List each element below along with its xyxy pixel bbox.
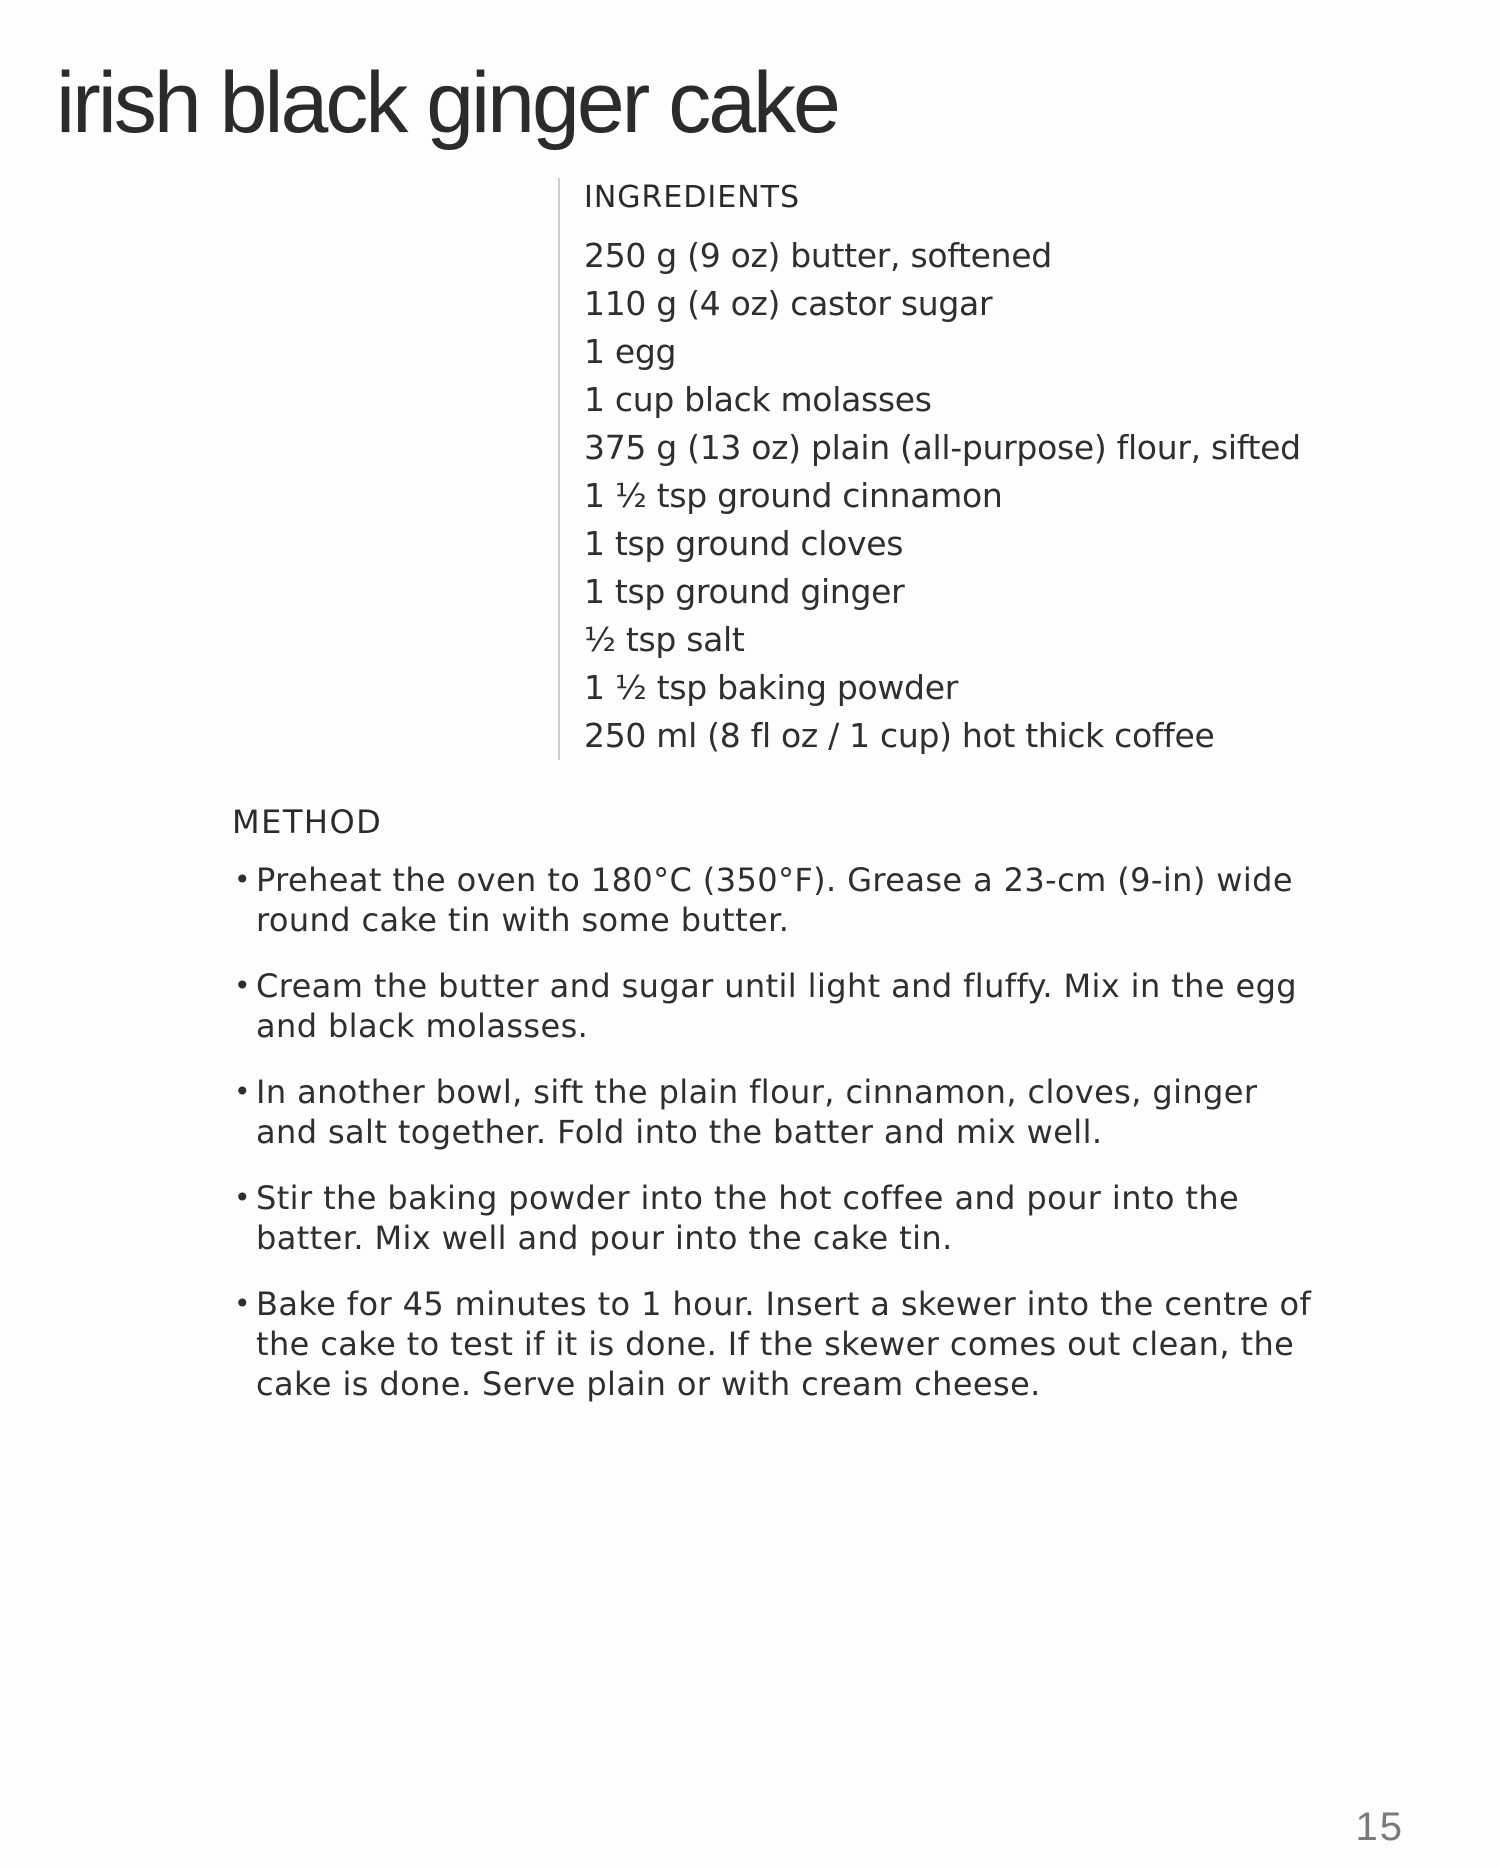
bullet-icon: •: [234, 863, 251, 896]
method-step-text: Preheat the oven to 180°C (350°F). Grease a 23-cm (9-in) wide round cake tin with some butter.: [256, 861, 1293, 939]
method-step-text: Cream the butter and sugar until light and fluffy. Mix in the egg and black molasses.: [256, 967, 1298, 1045]
bullet-icon: •: [234, 1287, 251, 1320]
method-step: [232, 1072, 1312, 1152]
ingredient-item: 1 egg: [584, 332, 677, 371]
ingredient-item: 1 tsp ground cloves: [584, 524, 904, 563]
bullet-icon: •: [234, 969, 251, 1002]
method-section: [232, 800, 1312, 1430]
ingredient-item: 1 ½ tsp baking powder: [584, 668, 958, 707]
method-step: [232, 1284, 1312, 1404]
ingredient-item: 1 ½ tsp ground cinnamon: [584, 476, 1003, 515]
method-step-text: Stir the baking powder into the hot coffee and pour into the batter. Mix well and pour into the cake tin.: [256, 1179, 1240, 1257]
page-number: 15: [1355, 1805, 1404, 1849]
method-step: [232, 860, 1312, 940]
method-step: [232, 1178, 1312, 1258]
ingredient-item: ½ tsp salt: [584, 620, 745, 659]
page-title: irish black ginger cake: [56, 55, 838, 151]
ingredients-section: [558, 178, 1344, 760]
ingredient-item: 250 ml (8 fl oz / 1 cup) hot thick coffee: [584, 716, 1215, 755]
ingredient-item: 1 tsp ground ginger: [584, 572, 905, 611]
method-step: [232, 966, 1312, 1046]
ingredient-item: 250 g (9 oz) butter, softened: [584, 236, 1052, 275]
ingredients-list: [584, 232, 1344, 760]
ingredient-item: 110 g (4 oz) castor sugar: [584, 284, 993, 323]
ingredient-item: 375 g (13 oz) plain (all-purpose) flour, sifted: [584, 428, 1301, 467]
method-step-text: In another bowl, sift the plain flour, cinnamon, cloves, ginger and salt together. Fold into the batter and mix well.: [256, 1073, 1258, 1151]
method-step-text: Bake for 45 minutes to 1 hour. Insert a skewer into the centre of the cake to test if it is done. If the skewer comes out clean, the cake is done. Serve plain or with cream cheese.: [256, 1285, 1312, 1403]
bullet-icon: •: [234, 1181, 251, 1214]
method-steps: [232, 860, 1312, 1404]
ingredient-item: 1 cup black molasses: [584, 380, 932, 419]
ingredients-heading: INGREDIENTS: [584, 180, 801, 215]
method-heading: METHOD: [232, 803, 383, 841]
bullet-icon: •: [234, 1075, 251, 1108]
